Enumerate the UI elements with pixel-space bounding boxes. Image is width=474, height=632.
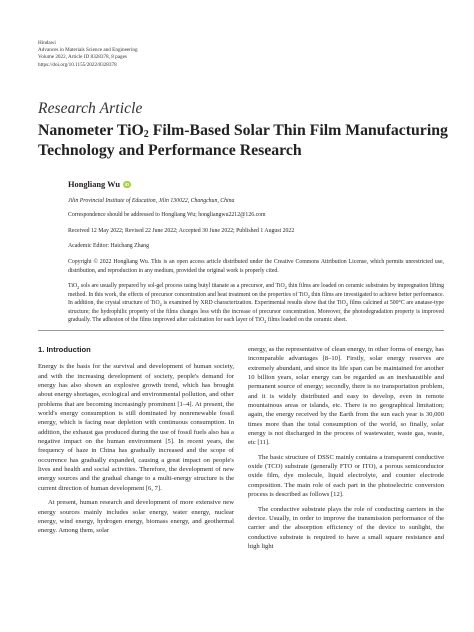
section-heading: 1. Introduction [38,345,91,354]
author-line [68,180,131,189]
subscript: 2 [307,293,310,299]
volume-info: Volume 2022, Article ID 8328378, 8 pages [38,54,127,61]
abstract-text: sols are usually prepared by sol-gel process using butyl titanate as a precursor, and TiO [79,283,285,289]
publisher-name: Hindawi [38,40,56,46]
right-column [248,345,444,551]
paragraph: At present, human research and development of more extensive new energy sources mainly includes solar energy, water energy, nuclear energy, wind energy, hydrogen energy, biomass energy, and geothermal energy. Among them, solar [38,499,234,535]
paragraph: The basic structure of DSSC mainly contains a transparent conductive oxide (TCO) substrate (generally FTO or ITO), a porous semiconductor oxide film, dye molecule, liquid electrolyte, and counter electrode composition. The main role of each part in the photoelectric conversion process is described as follows [12]. [248,453,444,499]
subscript: 2 [264,319,267,325]
publication-dates: Received 12 May 2022; Revised 22 June 2022; Accepted 30 June 2022; Published 1 August 2022 [68,228,295,234]
section-divider [38,330,444,331]
abstract-text: thin films are loaded on ceramic substrates by impregnation lifting method. In this work, the effects of precursor concentration and heat treatment on the properties of TiO [68,283,444,298]
title-part: Nanometer TiO [38,122,144,139]
abstract-text: films loaded on the ceramic sheet. [266,317,347,324]
paragraph: Energy is the basis for the survival and development of human society, and with the increasing development of society, people's demand for energy has also shown an explosive growth trend, which has brought about energy shortages, ecological and environmental pollution, and other problems that are becoming increasingly prominent [1–4]. At present, the world's energy consumption is still dominated by nonrenewable fossil energy, which is facing near depletion with continuous consumption. In addition, the exhaust gas produced during the use of fossil fuels also has a negative impact on the human environment [5]. In recent years, the frequency of haze in China has gradually increased and the scope of occurrence has gradually expanded, causing a great impact on people's lives and health and social activities. Therefore, the development of new energy sources and the gradual change to a multi-energy structure is the current direction of human development [6, 7]. [38,363,234,492]
left-column [38,345,234,536]
subscript: 2 [345,302,348,308]
abstract-text: is examined by XRD characterization. Experimental results show that the TiO [161,300,346,307]
paragraph: The conductive substrate plays the role of conducting carriers in the device. Usually, in order to improve the transmission performance of the carrier and the absorption efficiency of the device to sunlight, the conductive substrate is required to have a small square resistance and high light [248,505,444,550]
abstract [68,282,444,325]
subscript: 2 [284,285,287,291]
doi-link[interactable]: https://doi.org/10.1155/2022/8328378 [38,61,117,68]
author-affiliation: Jilin Provincial Institute of Education, Jilin 130022, Changchun, China [68,198,235,204]
academic-editor: Academic Editor: Haichang Zhang [68,243,149,249]
title-part: Technology and Performance Research [38,141,302,159]
orcid-icon[interactable]: iD [124,181,130,187]
article-title [38,121,448,160]
title-part: Film-Based Solar Thin Film Manufacturing [148,122,448,139]
correspondence: Correspondence should be addressed to Hongliang Wu; hongliangwu2212@126.com [68,212,266,218]
journal-name: Advances in Materials Science and Engineering [38,47,138,54]
abstract-text: TiO [68,283,78,289]
subscript: 2 [77,285,80,291]
abstract-text: films calcined at 500°C are anatase-type structure; the hydrophilic property of the films changes less with the increase of precursor concentration. Moreover, the photodegradation property is improved gradually. The adhesion of the films improved after calcination for each layer of TiO [68,300,444,324]
author-name[interactable]: Hongliang Wu [68,180,121,189]
copyright-notice: Copyright © 2022 Hongliang Wu. This is an open access article distributed under the Creative Commons Attribution License, which permits unrestricted use, distribution, and reproduction in any medium, provided the original work is properly cited. [68,259,444,274]
subscript: 2 [159,302,162,308]
title-subscript: 2 [143,129,149,140]
article-type: Research Article [38,100,143,117]
paragraph: energy, as the representative of clean energy, in other forms of energy, has incomparable advantages [8–10]. Firstly, solar energy reserves are extremely abundant, and since its life span can be maintained for another 10 billion years, solar energy can be regarded as an inexhaustible and permanent source of energy; secondly, there is no transportation problem, and it is widely distributed and easy to develop, even in remote mountainous areas or islands, etc. There is no geographical limitation; again, the energy received by the Earth from the sun each year is 30,000 times more than the total consumption of the world, so finally, solar energy is not discharged in the process of wastewater, waste gas, waste, etc [11]. [248,346,444,447]
journal-header [38,40,138,69]
abstract-text: thin films are investigated to achieve better performance. In addition, the crystal structure of TiO [68,291,444,307]
